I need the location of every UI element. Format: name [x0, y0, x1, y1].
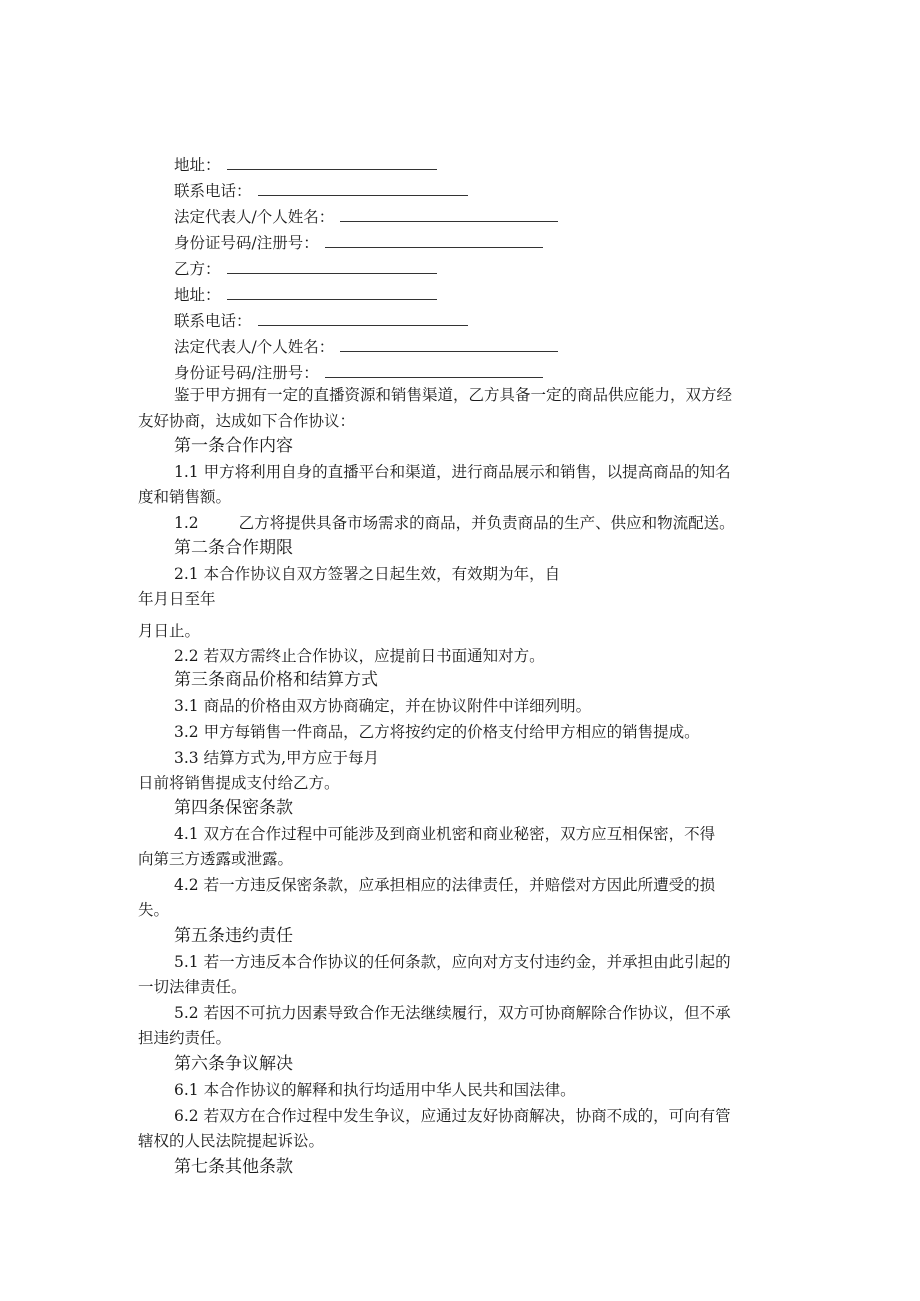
partyB-party-line: [174, 259, 437, 279]
clause-4-2-line-1: 4.2 若一方违反保密条款，应承担相应的法律责任，并赔偿对方因此所遭受的损: [174, 876, 716, 894]
clause-1-2-text: 乙方将提供具备市场需求的商品，并负责商品的生产、供应和物流配送。: [238, 514, 735, 532]
partyA-address-line: [174, 155, 437, 175]
article-7-title: 第七条其他条款: [174, 1157, 293, 1177]
clause-1-2: [174, 513, 735, 533]
clause-2-1-line-1: 2.1 本合作协议自双方签署之日起生效，有效期为年，自: [174, 565, 561, 583]
partyB-id-line: [174, 363, 543, 383]
clause-2-1-line-2: 年月日至年: [138, 590, 216, 608]
id-label: 身份证号码/注册号：: [174, 364, 319, 382]
rep-blank: [340, 207, 558, 222]
clause-2-2: 2.2 若双方需终止合作协议，应提前日书面通知对方。: [174, 647, 545, 665]
phone-blank: [258, 181, 468, 196]
clause-5-2-line-2: 担违约责任。: [138, 1029, 232, 1047]
address-label: 地址：: [174, 156, 221, 174]
phone-label: 联系电话：: [174, 312, 252, 330]
article-3-title: 第三条商品价格和结算方式: [174, 670, 378, 690]
phone-blank: [258, 311, 468, 326]
clause-4-2-line-2: 失。: [138, 901, 170, 919]
clause-5-1-line-2: 一切法律责任。: [138, 978, 247, 996]
clause-1-2-number: 1.2: [174, 514, 199, 532]
partyA-rep-line: [174, 207, 558, 227]
rep-blank: [340, 337, 558, 352]
address-blank: [227, 285, 437, 300]
partyB-address-line: [174, 285, 437, 305]
rep-label: 法定代表人/个人姓名：: [174, 208, 335, 226]
partyB-phone-line: [174, 311, 468, 331]
partyB-blank: [227, 259, 437, 274]
clause-1-1-line-2: 度和销售额。: [138, 488, 232, 506]
clause-6-2-line-1: 6.2 若双方在合作过程中发生争议，应通过友好协商解决，协商不成的，可向有管: [174, 1107, 731, 1125]
id-label: 身份证号码/注册号：: [174, 234, 319, 252]
preamble-line-2: 友好协商，达成如下合作协议：: [138, 412, 356, 430]
id-blank: [325, 233, 543, 248]
rep-label: 法定代表人/个人姓名：: [174, 338, 335, 356]
phone-label: 联系电话：: [174, 182, 252, 200]
clause-3-3-line-2: 日前将销售提成支付给乙方。: [138, 774, 340, 792]
partyA-id-line: [174, 233, 543, 253]
partyB-rep-line: [174, 337, 558, 357]
clause-3-2: 3.2 甲方每销售一件商品，乙方将按约定的价格支付给甲方相应的销售提成。: [174, 723, 700, 741]
clause-3-3-line-1: 3.3 结算方式为,甲方应于每月: [174, 749, 380, 767]
article-4-title: 第四条保密条款: [174, 798, 293, 818]
clause-3-1: 3.1 商品的价格由双方协商确定，并在协议附件中详细列明。: [174, 697, 592, 715]
article-5-title: 第五条违约责任: [174, 926, 293, 946]
id-blank: [325, 363, 543, 378]
clause-5-1-line-1: 5.1 若一方违反本合作协议的任何条款，应向对方支付违约金，并承担由此引起的: [174, 953, 731, 971]
article-2-title: 第二条合作期限: [174, 538, 293, 558]
clause-1-1-line-1: 1.1 甲方将利用自身的直播平台和渠道，进行商品展示和销售，以提高商品的知名: [174, 463, 731, 481]
article-6-title: 第六条争议解决: [174, 1054, 293, 1074]
clause-4-1-line-1: 4.1 双方在合作过程中可能涉及到商业机密和商业秘密，双方应互相保密，不得: [174, 825, 716, 843]
address-blank: [227, 155, 437, 170]
clause-5-2-line-1: 5.2 若因不可抗力因素导致合作无法继续履行，双方可协商解除合作协议，但不承: [174, 1004, 731, 1022]
clause-2-1-line-3: 月日止。: [138, 622, 201, 640]
partyB-label: 乙方：: [174, 260, 221, 278]
clause-6-1: 6.1 本合作协议的解释和执行均适用中华人民共和国法律。: [174, 1081, 576, 1099]
address-label: 地址：: [174, 286, 221, 304]
article-1-title: 第一条合作内容: [174, 436, 293, 456]
clause-6-2-line-2: 辖权的人民法院提起诉讼。: [138, 1132, 325, 1150]
preamble-line-1: 鉴于甲方拥有一定的直播资源和销售渠道，乙方具备一定的商品供应能力，双方经: [174, 386, 733, 404]
clause-4-1-line-2: 向第三方透露或泄露。: [138, 850, 294, 868]
partyA-phone-line: [174, 181, 468, 201]
